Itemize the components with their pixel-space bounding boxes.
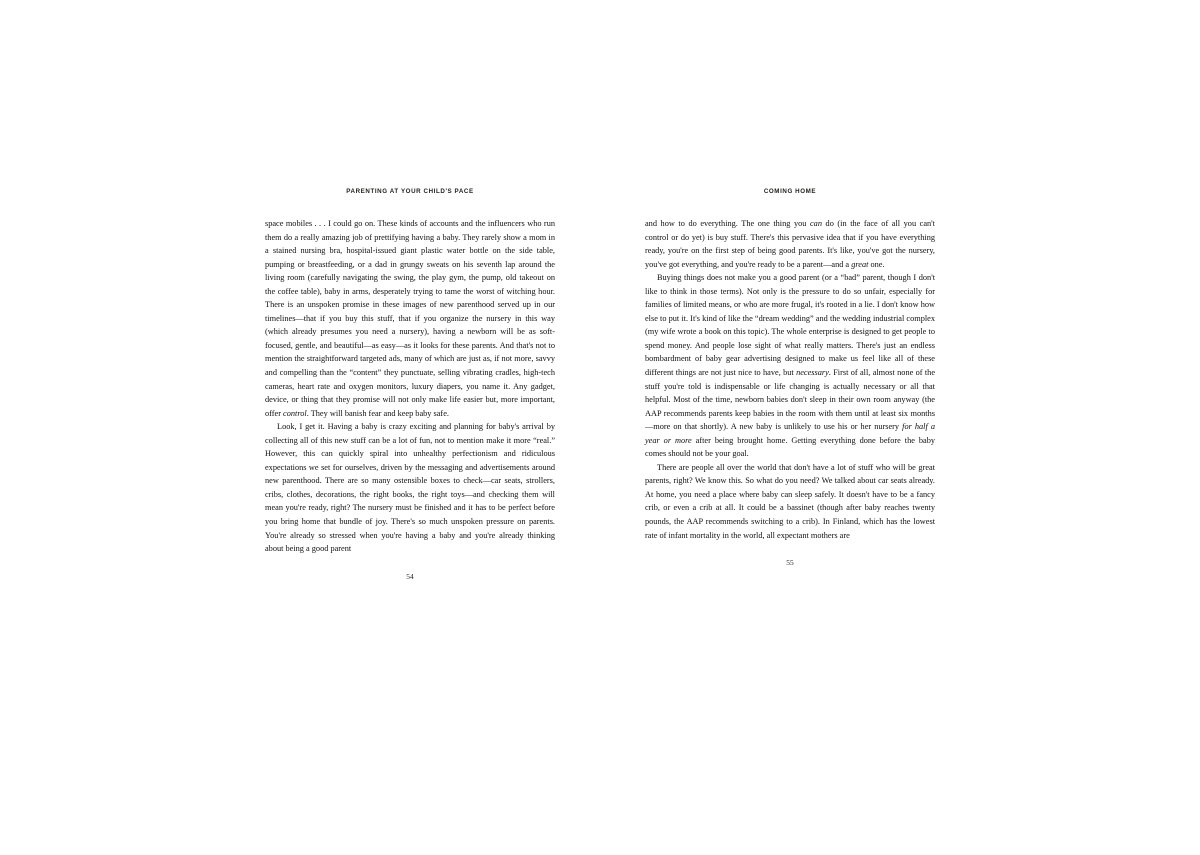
body-text-left bbox=[265, 217, 555, 556]
left-book-page bbox=[265, 188, 555, 855]
body-text-right bbox=[645, 217, 935, 542]
paragraph: space mobiles . . . I could go on. These kinds of accounts and the influencers who run them do a really amazing job of prettifying having a baby. They rarely show a mom in a stained nursing bra, hospital-issued giant plastic water bottle on the side table, pumping or breastfeeding, or a dad in grungy sweats on his seventh lap around the living room (carefully navigating the swing, the play gym, the pump, old takeout on the coffee table), baby in arms, desperately trying to tame the worst of witching hour. There is an unspoken promise in these images of new parenthood served up in our timelines—that if you buy this stuff, that if you organize the nursery in this way (which already presumes you need a nursery), having a newborn will be as soft-focused, gentle, and beautiful—as easy—as it looks for these parents. And that's not to mention the straightforward targeted ads, many of which are just as, if not more, savvy and compelling than the “content” they punctuate, selling vibrating cradles, high-tech cameras, heart rate and oxygen monitors, luxury diapers, you name it. Any gadget, device, or thing that they promise will not only make life easier but, more important, offer control. They will banish fear and keep baby safe. bbox=[265, 219, 555, 418]
paragraph: Buying things does not make you a good parent (or a “bad” parent, though I don't like to think in those terms). Not only is the pressure to do so unfair, especially for families of limited means, or who are more frugal, it's rooted in a lie. I don't know how else to put it. It's kind of like the “dream wedding” and the wedding industrial complex (my wife wrote a book on this topic). The whole enterprise is designed to get people to spend money. And people lose sight of what really matters. There's just an endless bombardment of baby gear advertising designed to make us feel like all of these different things are not just nice to have, but necessary. First of all, almost none of the stuff you're told is indispensable or life changing is actually necessary or all that helpful. Most of the time, newborn babies don't sleep in their own room anyway (the AAP recommends parents keep babies in the room with them until at least six months—more on that shortly). A new baby is unlikely to use his or her nursery for half a year or more after being brought home. Getting everything done before the baby comes should not be your goal. bbox=[645, 273, 936, 459]
paragraph: There are people all over the world that don't have a lot of stuff who will be great parents, right? We know this. So what do you need? We talked about car seats already. At home, you need a place where baby can sleep safely. It doesn't have to be a fancy crib, or even a crib at all. It could be a bassinet (though after baby reaches twenty pounds, the AAP recommends switching to a crib). In Finland, which has the lowest rate of infant mortality in the world, all expectant mothers are bbox=[645, 462, 935, 540]
page-number-right: 55 bbox=[786, 558, 794, 568]
running-head-left: PARENTING AT YOUR CHILD'S PACE bbox=[346, 188, 474, 195]
paragraph: Look, I get it. Having a baby is crazy exciting and planning for baby's arrival by collecting all of this new stuff can be a lot of fun, not to mention make it more “real.” However, this can quickly spiral into unhealthy perfectionism and ridiculous expectations we set for ourselves, driven by the messaging and advertisements around new parenthood. There are so many ostensible boxes to check—car seats, strollers, cribs, clothes, decorations, the right books, the right toys—and checking them will mean you're ready, right? The nursery must be finished and it has to be perfect before you bring home that bundle of joy. There's so much unspoken pressure on parents. You're already so stressed when you're having a baby and you're already thinking about being a good parent bbox=[265, 422, 555, 554]
right-book-page bbox=[645, 188, 935, 855]
paragraph: and how to do everything. The one thing you can do (in the face of all you can't control or do yet) is buy stuff. There's this pervasive idea that if you have everything ready, you're on the first step of being good parents. It's like, you've got the nursery, you've got everything, and you're ready to be a parent—and a great one. bbox=[645, 219, 935, 269]
running-head-right: COMING HOME bbox=[763, 188, 817, 195]
page-number-left: 54 bbox=[406, 571, 414, 581]
